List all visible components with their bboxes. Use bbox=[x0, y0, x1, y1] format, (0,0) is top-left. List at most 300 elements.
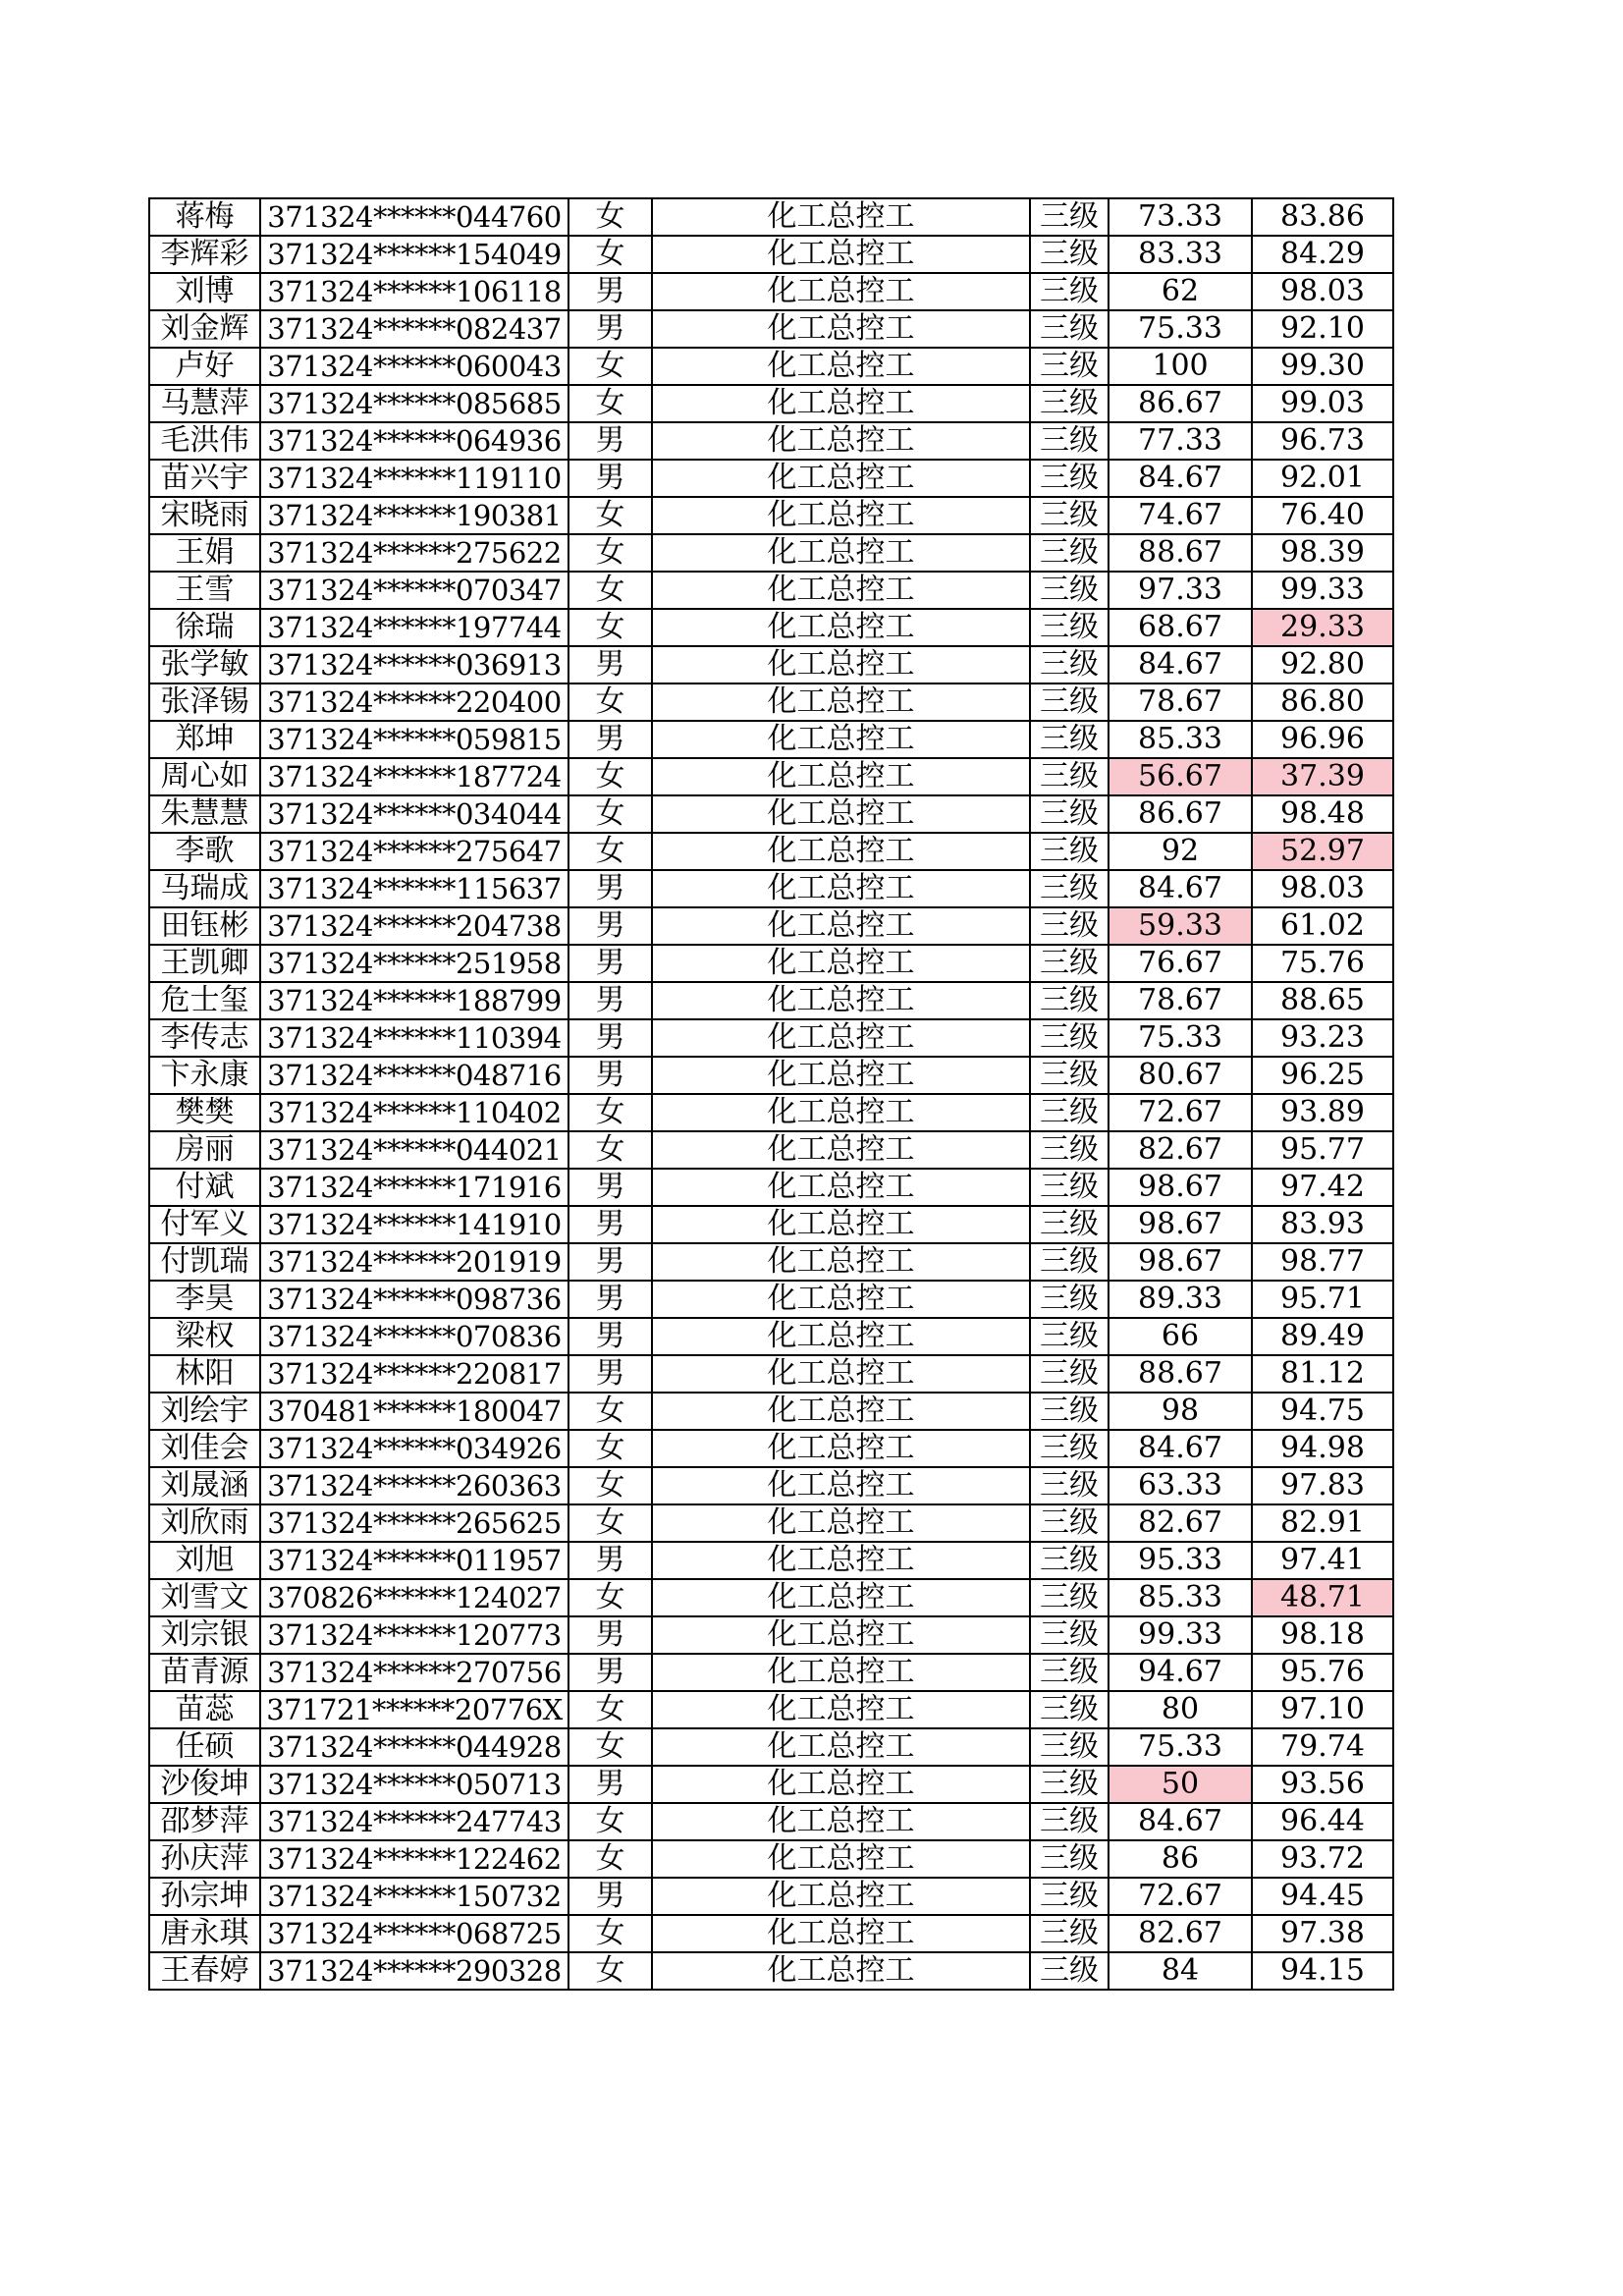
table-row bbox=[149, 1766, 1393, 1803]
name-cell: 危士玺 bbox=[149, 982, 260, 1019]
skill-score-cell: 52.97 bbox=[1252, 833, 1393, 870]
level-cell: 三级 bbox=[1030, 1803, 1109, 1840]
occupation-cell: 化工总控工 bbox=[652, 1057, 1030, 1094]
skill-score-cell: 93.89 bbox=[1252, 1094, 1393, 1131]
theory-score-cell: 82.67 bbox=[1109, 1915, 1252, 1952]
results-table bbox=[148, 197, 1394, 1991]
table-row bbox=[149, 1318, 1393, 1355]
gender-cell: 男 bbox=[568, 460, 652, 497]
level-cell: 三级 bbox=[1030, 721, 1109, 758]
id-number-cell: 370481******180047 bbox=[260, 1393, 568, 1430]
table-row bbox=[149, 1019, 1393, 1057]
occupation-cell: 化工总控工 bbox=[652, 1355, 1030, 1393]
name-cell: 邵梦萍 bbox=[149, 1803, 260, 1840]
level-cell: 三级 bbox=[1030, 1281, 1109, 1318]
skill-score-cell: 88.65 bbox=[1252, 982, 1393, 1019]
id-number-cell: 371324******070347 bbox=[260, 572, 568, 609]
gender-cell: 女 bbox=[568, 1952, 652, 1990]
theory-score-cell: 84.67 bbox=[1109, 1803, 1252, 1840]
id-number-cell: 371324******085685 bbox=[260, 385, 568, 422]
level-cell: 三级 bbox=[1030, 1430, 1109, 1467]
level-cell: 三级 bbox=[1030, 907, 1109, 945]
id-number-cell: 371324******059815 bbox=[260, 721, 568, 758]
theory-score-cell: 98.67 bbox=[1109, 1243, 1252, 1281]
gender-cell: 男 bbox=[568, 273, 652, 310]
skill-score-cell: 84.29 bbox=[1252, 236, 1393, 273]
table-row bbox=[149, 1131, 1393, 1169]
id-number-cell: 371324******150732 bbox=[260, 1878, 568, 1915]
gender-cell: 男 bbox=[568, 1355, 652, 1393]
gender-cell: 男 bbox=[568, 1243, 652, 1281]
theory-score-cell: 77.33 bbox=[1109, 422, 1252, 460]
occupation-cell: 化工总控工 bbox=[652, 1728, 1030, 1766]
table-row bbox=[149, 1057, 1393, 1094]
table-row bbox=[149, 1878, 1393, 1915]
skill-score-cell: 94.45 bbox=[1252, 1878, 1393, 1915]
occupation-cell: 化工总控工 bbox=[652, 795, 1030, 833]
skill-score-cell: 89.49 bbox=[1252, 1318, 1393, 1355]
table-row bbox=[149, 572, 1393, 609]
theory-score-cell: 97.33 bbox=[1109, 572, 1252, 609]
occupation-cell: 化工总控工 bbox=[652, 1840, 1030, 1878]
name-cell: 任硕 bbox=[149, 1728, 260, 1766]
skill-score-cell: 97.38 bbox=[1252, 1915, 1393, 1952]
id-number-cell: 371324******082437 bbox=[260, 310, 568, 348]
table-row bbox=[149, 795, 1393, 833]
theory-score-cell: 95.33 bbox=[1109, 1542, 1252, 1579]
skill-score-cell: 92.80 bbox=[1252, 646, 1393, 683]
level-cell: 三级 bbox=[1030, 1616, 1109, 1654]
skill-score-cell: 95.77 bbox=[1252, 1131, 1393, 1169]
name-cell: 刘雪文 bbox=[149, 1579, 260, 1616]
occupation-cell: 化工总控工 bbox=[652, 497, 1030, 534]
id-number-cell: 371324******044760 bbox=[260, 198, 568, 236]
skill-score-cell: 75.76 bbox=[1252, 945, 1393, 982]
level-cell: 三级 bbox=[1030, 1019, 1109, 1057]
table-row bbox=[149, 1616, 1393, 1654]
name-cell: 宋晓雨 bbox=[149, 497, 260, 534]
name-cell: 刘旭 bbox=[149, 1542, 260, 1579]
name-cell: 孙庆萍 bbox=[149, 1840, 260, 1878]
table-row bbox=[149, 1504, 1393, 1542]
gender-cell: 女 bbox=[568, 1728, 652, 1766]
level-cell: 三级 bbox=[1030, 1915, 1109, 1952]
occupation-cell: 化工总控工 bbox=[652, 1243, 1030, 1281]
skill-score-cell: 86.80 bbox=[1252, 683, 1393, 721]
level-cell: 三级 bbox=[1030, 310, 1109, 348]
gender-cell: 女 bbox=[568, 758, 652, 795]
skill-score-cell: 98.48 bbox=[1252, 795, 1393, 833]
id-number-cell: 371324******050713 bbox=[260, 1766, 568, 1803]
skill-score-cell: 29.33 bbox=[1252, 609, 1393, 646]
level-cell: 三级 bbox=[1030, 1728, 1109, 1766]
gender-cell: 女 bbox=[568, 497, 652, 534]
id-number-cell: 371324******122462 bbox=[260, 1840, 568, 1878]
theory-score-cell: 50 bbox=[1109, 1766, 1252, 1803]
skill-score-cell: 97.42 bbox=[1252, 1169, 1393, 1206]
occupation-cell: 化工总控工 bbox=[652, 907, 1030, 945]
level-cell: 三级 bbox=[1030, 1169, 1109, 1206]
name-cell: 苗蕊 bbox=[149, 1691, 260, 1728]
occupation-cell: 化工总控工 bbox=[652, 1131, 1030, 1169]
table-row bbox=[149, 1206, 1393, 1243]
occupation-cell: 化工总控工 bbox=[652, 1952, 1030, 1990]
name-cell: 李昊 bbox=[149, 1281, 260, 1318]
id-number-cell: 371324******275647 bbox=[260, 833, 568, 870]
id-number-cell: 371324******060043 bbox=[260, 348, 568, 385]
level-cell: 三级 bbox=[1030, 572, 1109, 609]
skill-score-cell: 94.75 bbox=[1252, 1393, 1393, 1430]
level-cell: 三级 bbox=[1030, 348, 1109, 385]
theory-score-cell: 98.67 bbox=[1109, 1206, 1252, 1243]
table-row bbox=[149, 348, 1393, 385]
skill-score-cell: 98.03 bbox=[1252, 273, 1393, 310]
table-row bbox=[149, 721, 1393, 758]
id-number-cell: 371324******070836 bbox=[260, 1318, 568, 1355]
id-number-cell: 371324******120773 bbox=[260, 1616, 568, 1654]
table-row bbox=[149, 1579, 1393, 1616]
level-cell: 三级 bbox=[1030, 1393, 1109, 1430]
table-row bbox=[149, 1542, 1393, 1579]
level-cell: 三级 bbox=[1030, 646, 1109, 683]
theory-score-cell: 75.33 bbox=[1109, 1019, 1252, 1057]
level-cell: 三级 bbox=[1030, 1542, 1109, 1579]
level-cell: 三级 bbox=[1030, 534, 1109, 572]
level-cell: 三级 bbox=[1030, 1878, 1109, 1915]
occupation-cell: 化工总控工 bbox=[652, 721, 1030, 758]
gender-cell: 男 bbox=[568, 1169, 652, 1206]
gender-cell: 男 bbox=[568, 1766, 652, 1803]
name-cell: 刘绘宇 bbox=[149, 1393, 260, 1430]
skill-score-cell: 93.23 bbox=[1252, 1019, 1393, 1057]
level-cell: 三级 bbox=[1030, 1131, 1109, 1169]
name-cell: 李辉彩 bbox=[149, 236, 260, 273]
occupation-cell: 化工总控工 bbox=[652, 870, 1030, 907]
id-number-cell: 371324******141910 bbox=[260, 1206, 568, 1243]
level-cell: 三级 bbox=[1030, 758, 1109, 795]
occupation-cell: 化工总控工 bbox=[652, 833, 1030, 870]
occupation-cell: 化工总控工 bbox=[652, 1318, 1030, 1355]
id-number-cell: 370826******124027 bbox=[260, 1579, 568, 1616]
table-row bbox=[149, 1467, 1393, 1504]
level-cell: 三级 bbox=[1030, 1504, 1109, 1542]
level-cell: 三级 bbox=[1030, 833, 1109, 870]
skill-score-cell: 96.25 bbox=[1252, 1057, 1393, 1094]
id-number-cell: 371324******034044 bbox=[260, 795, 568, 833]
gender-cell: 女 bbox=[568, 1504, 652, 1542]
occupation-cell: 化工总控工 bbox=[652, 1504, 1030, 1542]
gender-cell: 男 bbox=[568, 422, 652, 460]
skill-score-cell: 97.41 bbox=[1252, 1542, 1393, 1579]
gender-cell: 女 bbox=[568, 1131, 652, 1169]
occupation-cell: 化工总控工 bbox=[652, 1654, 1030, 1691]
skill-score-cell: 95.71 bbox=[1252, 1281, 1393, 1318]
gender-cell: 男 bbox=[568, 310, 652, 348]
gender-cell: 女 bbox=[568, 1094, 652, 1131]
name-cell: 林阳 bbox=[149, 1355, 260, 1393]
name-cell: 唐永琪 bbox=[149, 1915, 260, 1952]
skill-score-cell: 81.12 bbox=[1252, 1355, 1393, 1393]
gender-cell: 男 bbox=[568, 1057, 652, 1094]
theory-score-cell: 63.33 bbox=[1109, 1467, 1252, 1504]
table-row bbox=[149, 385, 1393, 422]
level-cell: 三级 bbox=[1030, 683, 1109, 721]
name-cell: 李歌 bbox=[149, 833, 260, 870]
name-cell: 刘金辉 bbox=[149, 310, 260, 348]
gender-cell: 男 bbox=[568, 721, 652, 758]
table-row bbox=[149, 1094, 1393, 1131]
name-cell: 田钰彬 bbox=[149, 907, 260, 945]
gender-cell: 女 bbox=[568, 534, 652, 572]
gender-cell: 女 bbox=[568, 1691, 652, 1728]
id-number-cell: 371324******115637 bbox=[260, 870, 568, 907]
id-number-cell: 371324******048716 bbox=[260, 1057, 568, 1094]
id-number-cell: 371324******034926 bbox=[260, 1430, 568, 1467]
name-cell: 刘宗银 bbox=[149, 1616, 260, 1654]
occupation-cell: 化工总控工 bbox=[652, 460, 1030, 497]
id-number-cell: 371324******265625 bbox=[260, 1504, 568, 1542]
skill-score-cell: 96.96 bbox=[1252, 721, 1393, 758]
occupation-cell: 化工总控工 bbox=[652, 534, 1030, 572]
id-number-cell: 371324******247743 bbox=[260, 1803, 568, 1840]
table-row bbox=[149, 1840, 1393, 1878]
theory-score-cell: 59.33 bbox=[1109, 907, 1252, 945]
occupation-cell: 化工总控工 bbox=[652, 646, 1030, 683]
name-cell: 王雪 bbox=[149, 572, 260, 609]
id-number-cell: 371324******220817 bbox=[260, 1355, 568, 1393]
name-cell: 周心如 bbox=[149, 758, 260, 795]
theory-score-cell: 98 bbox=[1109, 1393, 1252, 1430]
occupation-cell: 化工总控工 bbox=[652, 1281, 1030, 1318]
skill-score-cell: 96.44 bbox=[1252, 1803, 1393, 1840]
theory-score-cell: 78.67 bbox=[1109, 982, 1252, 1019]
skill-score-cell: 61.02 bbox=[1252, 907, 1393, 945]
gender-cell: 女 bbox=[568, 1393, 652, 1430]
occupation-cell: 化工总控工 bbox=[652, 1803, 1030, 1840]
theory-score-cell: 94.67 bbox=[1109, 1654, 1252, 1691]
level-cell: 三级 bbox=[1030, 945, 1109, 982]
id-number-cell: 371324******154049 bbox=[260, 236, 568, 273]
name-cell: 刘博 bbox=[149, 273, 260, 310]
gender-cell: 女 bbox=[568, 1915, 652, 1952]
table-row bbox=[149, 1691, 1393, 1728]
occupation-cell: 化工总控工 bbox=[652, 758, 1030, 795]
name-cell: 付军义 bbox=[149, 1206, 260, 1243]
level-cell: 三级 bbox=[1030, 1952, 1109, 1990]
occupation-cell: 化工总控工 bbox=[652, 683, 1030, 721]
occupation-cell: 化工总控工 bbox=[652, 273, 1030, 310]
table-row bbox=[149, 1728, 1393, 1766]
name-cell: 苗青源 bbox=[149, 1654, 260, 1691]
occupation-cell: 化工总控工 bbox=[652, 1542, 1030, 1579]
id-number-cell: 371324******068725 bbox=[260, 1915, 568, 1952]
table-row bbox=[149, 1803, 1393, 1840]
name-cell: 樊樊 bbox=[149, 1094, 260, 1131]
table-row bbox=[149, 1169, 1393, 1206]
id-number-cell: 371324******187724 bbox=[260, 758, 568, 795]
skill-score-cell: 98.39 bbox=[1252, 534, 1393, 572]
occupation-cell: 化工总控工 bbox=[652, 385, 1030, 422]
table-row bbox=[149, 1915, 1393, 1952]
skill-score-cell: 97.10 bbox=[1252, 1691, 1393, 1728]
theory-score-cell: 86 bbox=[1109, 1840, 1252, 1878]
occupation-cell: 化工总控工 bbox=[652, 1766, 1030, 1803]
gender-cell: 男 bbox=[568, 1654, 652, 1691]
skill-score-cell: 92.10 bbox=[1252, 310, 1393, 348]
skill-score-cell: 99.03 bbox=[1252, 385, 1393, 422]
skill-score-cell: 96.73 bbox=[1252, 422, 1393, 460]
theory-score-cell: 92 bbox=[1109, 833, 1252, 870]
table-row bbox=[149, 422, 1393, 460]
level-cell: 三级 bbox=[1030, 1766, 1109, 1803]
id-number-cell: 371324******064936 bbox=[260, 422, 568, 460]
table-row bbox=[149, 683, 1393, 721]
level-cell: 三级 bbox=[1030, 1094, 1109, 1131]
table-row bbox=[149, 907, 1393, 945]
table-row bbox=[149, 310, 1393, 348]
id-number-cell: 371324******044021 bbox=[260, 1131, 568, 1169]
level-cell: 三级 bbox=[1030, 1654, 1109, 1691]
name-cell: 卢好 bbox=[149, 348, 260, 385]
name-cell: 王凯卿 bbox=[149, 945, 260, 982]
level-cell: 三级 bbox=[1030, 1206, 1109, 1243]
theory-score-cell: 82.67 bbox=[1109, 1504, 1252, 1542]
gender-cell: 男 bbox=[568, 1206, 652, 1243]
theory-score-cell: 86.67 bbox=[1109, 795, 1252, 833]
occupation-cell: 化工总控工 bbox=[652, 1691, 1030, 1728]
occupation-cell: 化工总控工 bbox=[652, 572, 1030, 609]
level-cell: 三级 bbox=[1030, 1840, 1109, 1878]
theory-score-cell: 75.33 bbox=[1109, 310, 1252, 348]
gender-cell: 女 bbox=[568, 198, 652, 236]
id-number-cell: 371324******011957 bbox=[260, 1542, 568, 1579]
level-cell: 三级 bbox=[1030, 982, 1109, 1019]
theory-score-cell: 68.67 bbox=[1109, 609, 1252, 646]
table-row bbox=[149, 1355, 1393, 1393]
level-cell: 三级 bbox=[1030, 385, 1109, 422]
skill-score-cell: 48.71 bbox=[1252, 1579, 1393, 1616]
gender-cell: 女 bbox=[568, 572, 652, 609]
skill-score-cell: 83.93 bbox=[1252, 1206, 1393, 1243]
id-number-cell: 371324******201919 bbox=[260, 1243, 568, 1281]
theory-score-cell: 56.67 bbox=[1109, 758, 1252, 795]
theory-score-cell: 74.67 bbox=[1109, 497, 1252, 534]
level-cell: 三级 bbox=[1030, 609, 1109, 646]
id-number-cell: 371324******260363 bbox=[260, 1467, 568, 1504]
id-number-cell: 371324******220400 bbox=[260, 683, 568, 721]
theory-score-cell: 84.67 bbox=[1109, 646, 1252, 683]
gender-cell: 女 bbox=[568, 236, 652, 273]
occupation-cell: 化工总控工 bbox=[652, 1019, 1030, 1057]
table-row bbox=[149, 646, 1393, 683]
name-cell: 刘欣雨 bbox=[149, 1504, 260, 1542]
name-cell: 毛洪伟 bbox=[149, 422, 260, 460]
id-number-cell: 371324******110402 bbox=[260, 1094, 568, 1131]
occupation-cell: 化工总控工 bbox=[652, 1467, 1030, 1504]
id-number-cell: 371324******251958 bbox=[260, 945, 568, 982]
theory-score-cell: 100 bbox=[1109, 348, 1252, 385]
theory-score-cell: 85.33 bbox=[1109, 1579, 1252, 1616]
gender-cell: 男 bbox=[568, 1542, 652, 1579]
gender-cell: 女 bbox=[568, 348, 652, 385]
level-cell: 三级 bbox=[1030, 273, 1109, 310]
gender-cell: 女 bbox=[568, 1579, 652, 1616]
level-cell: 三级 bbox=[1030, 236, 1109, 273]
theory-score-cell: 72.67 bbox=[1109, 1094, 1252, 1131]
skill-score-cell: 94.98 bbox=[1252, 1430, 1393, 1467]
name-cell: 付凯瑞 bbox=[149, 1243, 260, 1281]
gender-cell: 女 bbox=[568, 385, 652, 422]
name-cell: 马慧萍 bbox=[149, 385, 260, 422]
table-row bbox=[149, 236, 1393, 273]
theory-score-cell: 89.33 bbox=[1109, 1281, 1252, 1318]
id-number-cell: 371324******270756 bbox=[260, 1654, 568, 1691]
name-cell: 郑坤 bbox=[149, 721, 260, 758]
table-row bbox=[149, 1393, 1393, 1430]
skill-score-cell: 37.39 bbox=[1252, 758, 1393, 795]
table-row bbox=[149, 460, 1393, 497]
name-cell: 卞永康 bbox=[149, 1057, 260, 1094]
occupation-cell: 化工总控工 bbox=[652, 1878, 1030, 1915]
level-cell: 三级 bbox=[1030, 1355, 1109, 1393]
theory-score-cell: 98.67 bbox=[1109, 1169, 1252, 1206]
id-number-cell: 371324******275622 bbox=[260, 534, 568, 572]
theory-score-cell: 66 bbox=[1109, 1318, 1252, 1355]
level-cell: 三级 bbox=[1030, 1318, 1109, 1355]
id-number-cell: 371324******036913 bbox=[260, 646, 568, 683]
gender-cell: 男 bbox=[568, 1616, 652, 1654]
occupation-cell: 化工总控工 bbox=[652, 348, 1030, 385]
name-cell: 付斌 bbox=[149, 1169, 260, 1206]
id-number-cell: 371324******098736 bbox=[260, 1281, 568, 1318]
table-row bbox=[149, 833, 1393, 870]
name-cell: 刘佳会 bbox=[149, 1430, 260, 1467]
skill-score-cell: 76.40 bbox=[1252, 497, 1393, 534]
table-row bbox=[149, 609, 1393, 646]
skill-score-cell: 94.15 bbox=[1252, 1952, 1393, 1990]
theory-score-cell: 84.67 bbox=[1109, 870, 1252, 907]
theory-score-cell: 86.67 bbox=[1109, 385, 1252, 422]
table-row bbox=[149, 497, 1393, 534]
id-number-cell: 371324******110394 bbox=[260, 1019, 568, 1057]
table-row bbox=[149, 1952, 1393, 1990]
skill-score-cell: 97.83 bbox=[1252, 1467, 1393, 1504]
name-cell: 张学敏 bbox=[149, 646, 260, 683]
skill-score-cell: 83.86 bbox=[1252, 198, 1393, 236]
skill-score-cell: 99.30 bbox=[1252, 348, 1393, 385]
level-cell: 三级 bbox=[1030, 1467, 1109, 1504]
name-cell: 徐瑞 bbox=[149, 609, 260, 646]
id-number-cell: 371324******197744 bbox=[260, 609, 568, 646]
theory-score-cell: 73.33 bbox=[1109, 198, 1252, 236]
table-row bbox=[149, 1281, 1393, 1318]
skill-score-cell: 98.03 bbox=[1252, 870, 1393, 907]
gender-cell: 女 bbox=[568, 1803, 652, 1840]
theory-score-cell: 80 bbox=[1109, 1691, 1252, 1728]
id-number-cell: 371324******119110 bbox=[260, 460, 568, 497]
occupation-cell: 化工总控工 bbox=[652, 1094, 1030, 1131]
gender-cell: 男 bbox=[568, 907, 652, 945]
occupation-cell: 化工总控工 bbox=[652, 1430, 1030, 1467]
occupation-cell: 化工总控工 bbox=[652, 1206, 1030, 1243]
id-number-cell: 371324******044928 bbox=[260, 1728, 568, 1766]
gender-cell: 女 bbox=[568, 1430, 652, 1467]
theory-score-cell: 88.67 bbox=[1109, 534, 1252, 572]
level-cell: 三级 bbox=[1030, 795, 1109, 833]
level-cell: 三级 bbox=[1030, 1691, 1109, 1728]
name-cell: 朱慧慧 bbox=[149, 795, 260, 833]
gender-cell: 男 bbox=[568, 1878, 652, 1915]
